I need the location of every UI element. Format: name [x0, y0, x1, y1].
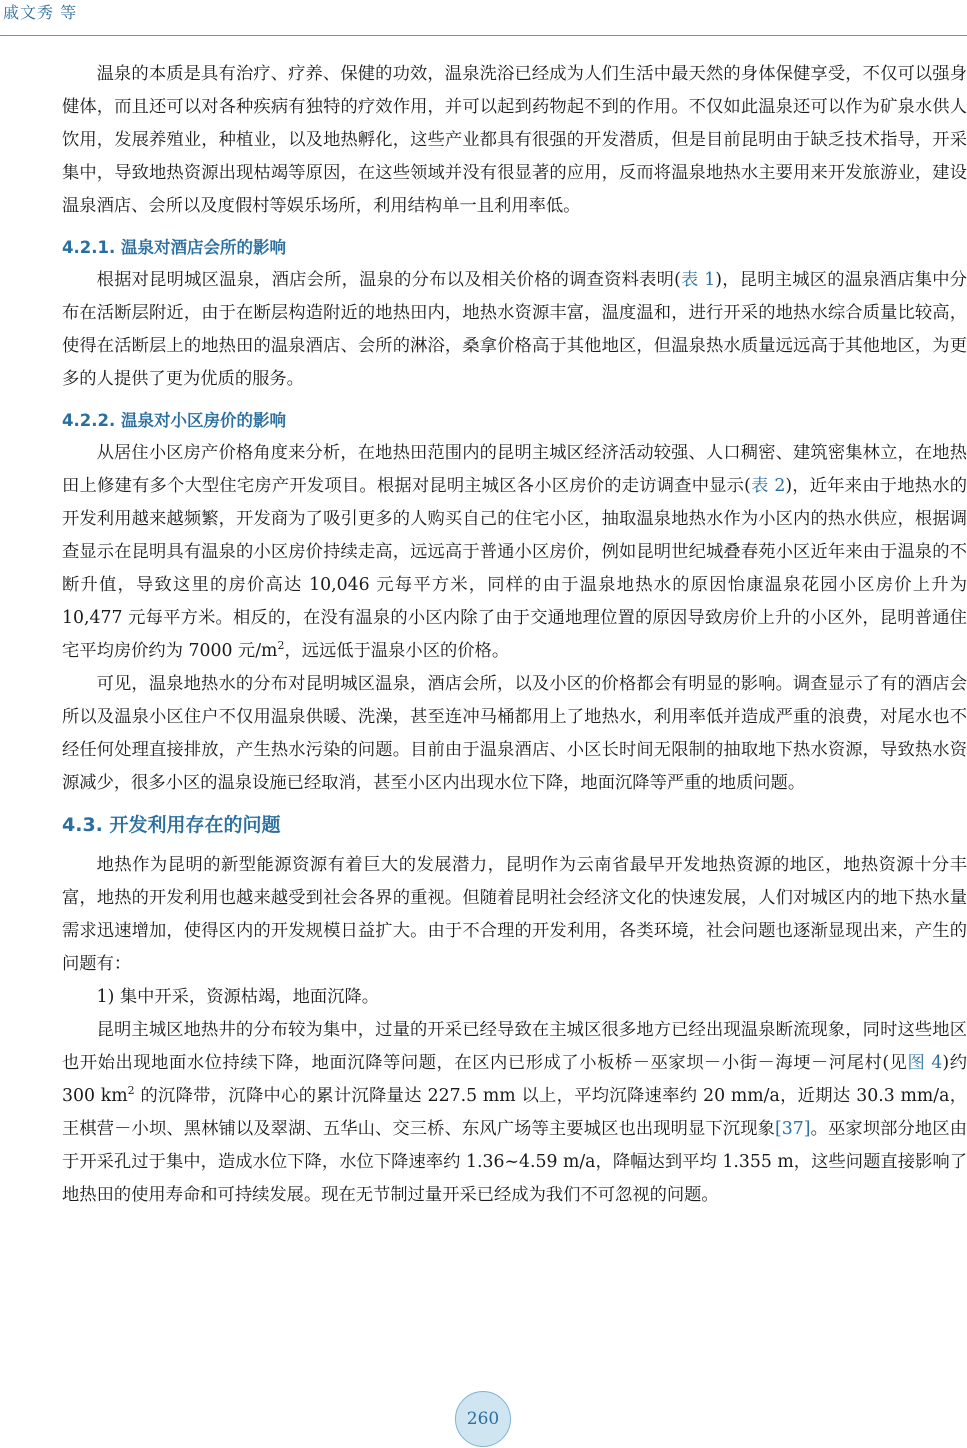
superscript-2: 2: [277, 639, 285, 652]
paragraph-hotels-text-b: )，昆明主城区的温泉酒店集中分布在活断层附近，由于在断层构造附近的地热田内，地热水资源丰富，温度温和，进行开采的地热水综合质量比较高，使得在活断层上的地热田的温泉酒店、会所的淋浴，桑拿价格高于其他地区，但温泉热水质量远远高于其他地区，为更多的人提供了更为优质的服务。: [62, 270, 967, 389]
paragraph-subsidence-text-b: )约 300 km: [62, 1053, 967, 1106]
page-number-badge: [455, 1391, 511, 1447]
article-body: [62, 58, 967, 1212]
running-header-authors: 戚文秀 等: [3, 3, 78, 22]
section-heading-4-3: 4.3. 开发利用存在的问题: [62, 814, 281, 836]
running-header: [0, 0, 967, 36]
paragraph-housing-text-b: )，近年来由于地热水的开发利用越来越频繁，开发商为了吸引更多的人购买自己的住宅小区，抽取温泉地热水作为小区内的热水供应，根据调查显示在昆明具有温泉的小区房价持续走高，远远高于普通小区房价，例如昆明世纪城叠春苑小区近年来由于温泉的不断升值，导致这里的房价高达 10,046 元每平方米，同样的由于温泉地热水的原因怡康温泉花园小区房价上升为 10,477 元每平方米。相反的，在没有温泉的小区内除了由于交通地理位置的原因导致房价上升的小区外，昆明普通住宅平均房价约为 7000 元/m: [62, 476, 967, 661]
paragraph-hotels-text-a: 根据对昆明城区温泉，酒店会所，温泉的分布以及相关价格的调查资料表明(: [96, 270, 681, 290]
paragraph-subsidence-text-a: 昆明主城区地热井的分布较为集中，过量的开采已经导致在主城区很多地方已经出现温泉断流现象，同时这些地区也开始出现地面水位持续下降，地面沉降等问题，在区内已形成了小板桥－巫家坝－小街－海埂－河尾村(见: [62, 1020, 967, 1073]
paragraph-subsidence-text-c: 的沉降带，沉降中心的累计沉降量达 227.5 mm 以上，平均沉降速率约 20 mm/a，近期达 30.3 mm/a，王棋营－小坝、黑林铺以及翠湖、五华山、交三桥、东风广场等主要城区也出现明显下沉现象: [62, 1086, 967, 1139]
paragraph-hotels: [62, 264, 967, 396]
table-1-link[interactable]: 表 1: [680, 270, 716, 290]
paragraph-subsidence-text-d: 。巫家坝部分地区由于开采孔过于集中，造成水位下降，水位下降速率约 1.36~4.59 m/a，降幅达到平均 1.355 m，这些问题直接影响了地热田的使用寿命和可持续发展。现在无节制过量开采已经成为我们不可忽视的问题。: [62, 1119, 967, 1205]
paragraph-housing-text-c: ，远远低于温泉小区的价格。: [284, 641, 510, 661]
section-heading-4-2-2: 4.2.2. 温泉对小区房价的影响: [62, 411, 286, 430]
paragraph-housing: [62, 437, 967, 668]
paragraph-summary: 可见，温泉地热水的分布对昆明城区温泉，酒店会所，以及小区的价格都会有明显的影响。调查显示了有的酒店会所以及温泉小区住户不仅用温泉供暖、洗澡，甚至连冲马桶都用上了地热水，利用率低并造成严重的浪费，对尾水也不经任何处理直接排放，产生热水污染的问题。目前由于温泉酒店、小区长时间无限制的抽取地下热水资源，导致热水资源减少，很多小区的温泉设施已经取消，甚至小区内出现水位下降，地面沉降等严重的地质问题。: [62, 674, 967, 793]
paragraph-intro: 温泉的本质是具有治疗、疗养、保健的功效，温泉洗浴已经成为人们生活中最天然的身体保健享受，不仅可以强身健体，而且还可以对各种疾病有独特的疗效作用，并可以起到药物起不到的作用。不仅如此温泉还可以作为矿泉水供人饮用，发展养殖业，种植业，以及地热孵化，这些产业都具有很强的开发潜质，但是目前昆明由于缺乏技术指导，开采集中，导致地热资源出现枯竭等原因，在这些领域并没有很显著的应用，反而将温泉地热水主要用来开发旅游业，建设温泉酒店、会所以及度假村等娱乐场所，利用结构单一且利用率低。: [62, 64, 967, 216]
figure-4-link[interactable]: 图 4: [907, 1053, 943, 1073]
list-item-1: 1) 集中开采，资源枯竭，地面沉降。: [96, 987, 380, 1007]
paragraph-housing-text-a: 从居住小区房产价格角度来分析，在地热田范围内的昆明主城区经济活动较强、人口稠密、建筑密集林立，在地热田上修建有多个大型住宅房产开发项目。根据对昆明主城区各小区房价的走访调查中显示(: [62, 443, 967, 496]
paragraph-problems-intro: 地热作为昆明的新型能源资源有着巨大的发展潜力，昆明作为云南省最早开发地热资源的地区，地热资源十分丰富，地热的开发利用也越来越受到社会各界的重视。但随着昆明社会经济文化的快速发展，人们对城区内的地下热水量需求迅速增加，使得区内的开发规模日益扩大。由于不合理的开发利用，各类环境，社会问题也逐渐显现出来，产生的问题有：: [62, 855, 967, 974]
page-number: 260: [466, 1409, 500, 1429]
header-rule: [0, 35, 967, 36]
table-2-link[interactable]: 表 2: [750, 476, 786, 496]
paragraph-subsidence: [62, 1014, 967, 1212]
section-heading-4-2-1: 4.2.1. 温泉对酒店会所的影响: [62, 238, 286, 257]
superscript-2-km: 2: [127, 1084, 135, 1097]
citation-37-link[interactable]: [37]: [774, 1119, 811, 1139]
